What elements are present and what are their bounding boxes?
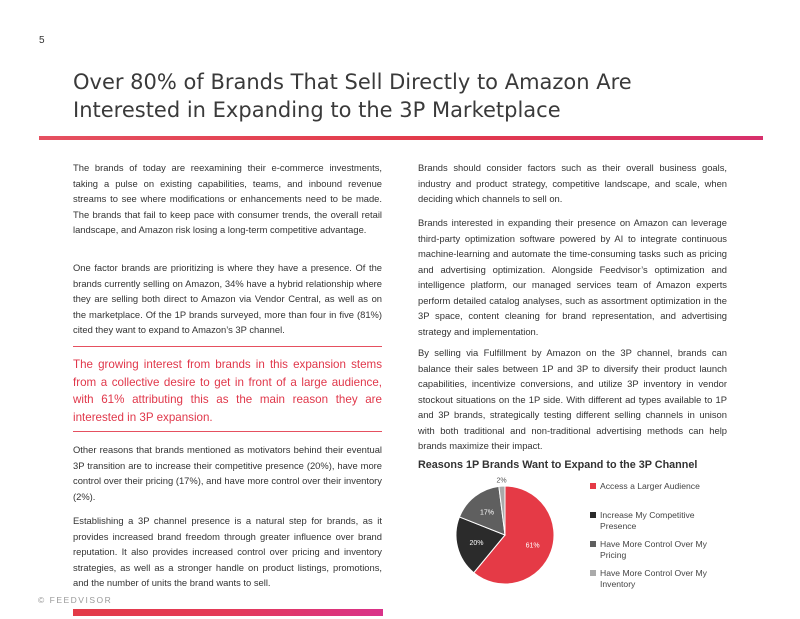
legend-label: Have More Control Over My Pricing — [600, 539, 707, 560]
left-paragraph-4: Establishing a 3P channel presence is a natural step for brands, as it provides increased brand freedom through greater influence over brand reputation. It also provides increased control over pricing and inventory strategies, as well as a stronger handle on product listings, promotions, and the number of units the brand wants to sell. — [73, 515, 382, 588]
callout-top-rule — [73, 346, 382, 347]
pie-label-have-more-control-over-my-pricing: 17% — [479, 509, 494, 517]
legend-swatch — [590, 483, 596, 489]
left-paragraph-1: The brands of today are reexamining their e-commerce investments, taking a pulse on existing capabilities, teams, and inbound revenue streams to see where modifications or enhancements need to be made. The brands that fail to keep pace with consumer trends, the overall retail landscape, and Amazon risk losing a long-term competitive advantage. — [73, 162, 382, 235]
legend-label: Access a Larger Audience — [600, 481, 700, 491]
pie-chart — [450, 477, 560, 590]
right-paragraph-1: Brands should consider factors such as their overall business goals, industry and product strategy, competitive landscape, and scale, when deciding which channels to sell on. — [418, 162, 727, 204]
footer-accent-bar — [73, 609, 383, 616]
pie-label-have-more-control-over-my-inventory: 2% — [496, 477, 507, 485]
page-number: 5 — [39, 35, 45, 46]
page-title: Over 80% of Brands That Sell Directly to Amazon Are Interested in Expanding to the 3P Marketplace — [73, 70, 632, 122]
footer-copyright: © FEEDVISOR — [38, 595, 113, 605]
callout-bottom-rule — [73, 431, 382, 432]
left-paragraph-2: One factor brands are prioritizing is where they have a presence. Of the brands currently selling on Amazon, 34% have a hybrid relationship where they are selling both direct to Amazon via Vendor Central, as well as on the marketplace. Of the 1P brands surveyed, more than four in five (81%) cited they want to expand to Amazon’s 3P channel. — [73, 262, 382, 335]
legend-swatch — [590, 541, 596, 547]
legend-label: Have More Control Over My Inventory — [600, 568, 707, 589]
legend-label: Increase My Competitive Presence — [600, 510, 695, 531]
left-paragraph-3: Other reasons that brands mentioned as motivators behind their eventual 3P transition are to increase their competitive presence (20%), have more control over their pricing (17%), and have more control over their inventory (2%). — [73, 444, 382, 502]
legend-swatch — [590, 570, 596, 576]
legend-swatch — [590, 512, 596, 518]
right-paragraph-3: By selling via Fulfillment by Amazon on the 3P channel, brands can balance their sales between 1P and 3P to diversify their product launch capabilities, incentivize conversions, and utilize 3P inventory in vendor stockout situations on the 1P side. With different ad types available to 1P and 3P brands, strategically testing different selling channels in unison with both traditional and non-traditional advertising methods can help brands maximize their impact. — [418, 347, 727, 451]
right-paragraph-2: Brands interested in expanding their presence on Amazon can leverage third-party optimization software powered by AI to integrate continuous machine-learning and automate the time-consuming tasks such as pricing and advertising optimization. Alongside Feedvisor’s optimization and intelligence platform, our managed services team of Amazon experts perform detailed catalog analyses, such as assortment optimization in the 3P space, content cleaning for brand representation, and advertising strategy and implementation. — [418, 217, 727, 337]
pull-quote: The growing interest from brands in this expansion stems from a collective desire to get in front of a large audience, with 61% attributing this as the main reason they are interested in 3P expansion. — [73, 358, 382, 424]
title-divider — [39, 136, 763, 140]
pie-label-increase-my-competitive-presence: 20% — [469, 539, 484, 547]
chart-title: Reasons 1P Brands Want to Expand to the 3P Channel — [418, 459, 698, 471]
pie-label-access-a-larger-audience: 61% — [525, 542, 540, 550]
